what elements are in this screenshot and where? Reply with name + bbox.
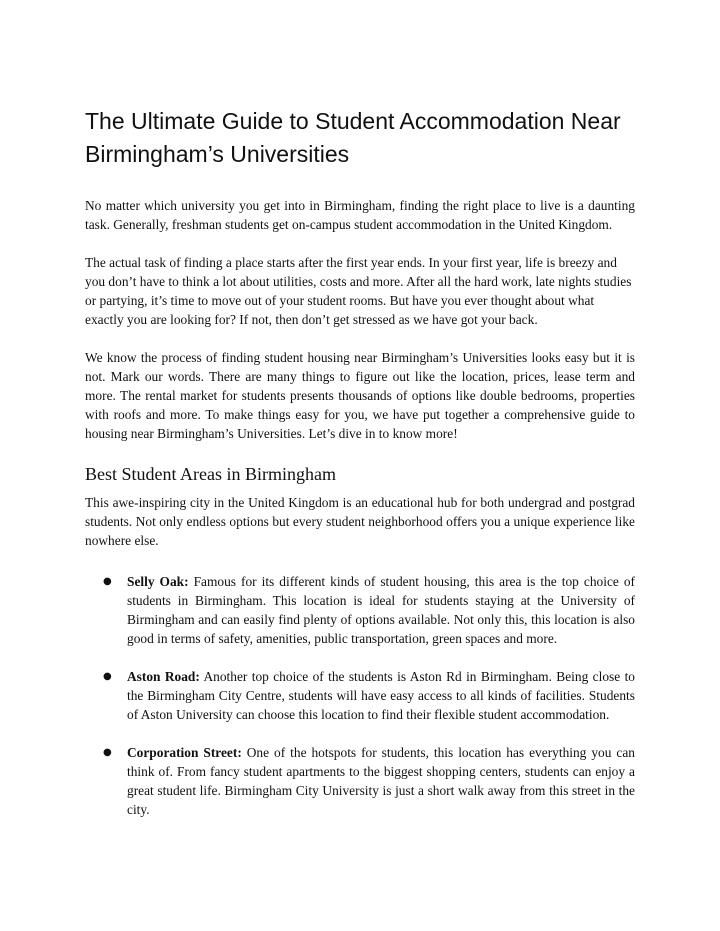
section-heading: Best Student Areas in Birmingham <box>85 464 336 484</box>
first-year-paragraph: The actual task of finding a place starts after the first year ends. In your first year, life is breezy and you don’t have to think a lot about utilities, costs and more. After all the hard work, late nights studies or partying, it’s time to move out of your student rooms. But have you ever thought about what exactly you are looking for? If not, then don’t get stressed as we have got your back. <box>85 255 632 327</box>
bullet-icon: ● <box>103 747 112 758</box>
list-item-aston-road <box>85 667 635 724</box>
area-name: Corporation Street: <box>127 745 242 760</box>
area-description: Another top choice of the students is Aston Rd in Birmingham. Being close to the Birmingham City Centre, students will have easy access to all kinds of facilities. Students of Aston University can choose this location to find their flexible student accommodation. <box>127 669 635 722</box>
page-title: The Ultimate Guide to Student Accommodation Near Birmingham’s Universities <box>85 108 621 167</box>
housing-process-paragraph: We know the process of finding student housing near Birmingham’s Universities looks easy but it is not. Mark our words. There are many things to figure out like the location, prices, lease term and more. The rental market for students presents thousands of options like double bedrooms, properties with roofs and more. To make things easy for you, we have put together a comprehensive guide to housing near Birmingham’s Universities. Let’s dive in to know more! <box>85 350 635 441</box>
list-item-selly-oak <box>85 572 635 648</box>
area-description: One of the hotspots for students, this location has everything you can think of. From fancy student apartments to the biggest shopping centers, students can enjoy a great student life. Birmingham City University is just a short walk away from this street in the city. <box>127 745 635 817</box>
document-body <box>85 105 635 838</box>
area-name: Selly Oak: <box>127 574 189 589</box>
area-name: Aston Road: <box>127 669 200 684</box>
list-item-corporation-street <box>85 743 635 819</box>
area-description: Famous for its different kinds of student housing, this area is the top choice of students in Birmingham. This location is ideal for students staying at the University of Birmingham and can easily find plenty of options available. Not only this, this location is also good in terms of safety, amenities, public transportation, green spaces and more. <box>127 574 635 646</box>
section-intro: This awe-inspiring city in the United Kingdom is an educational hub for both undergrad and postgrad students. Not only endless options but every student neighborhood offers you a unique experience like nowhere else. <box>85 495 635 548</box>
bullet-icon: ● <box>103 671 112 682</box>
bullet-icon: ● <box>103 576 112 587</box>
intro-paragraph: No matter which university you get into in Birmingham, finding the right place to live is a daunting task. Generally, freshman students get on-campus student accommodation in the United Kingdom. <box>85 198 635 232</box>
student-areas-list <box>85 572 635 819</box>
